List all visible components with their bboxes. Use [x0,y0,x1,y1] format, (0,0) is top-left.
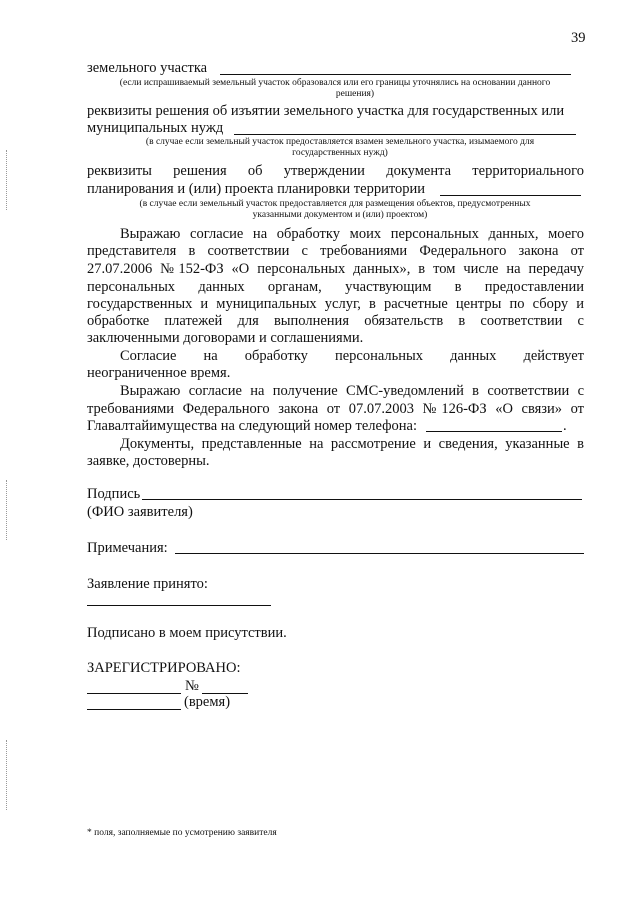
sms-end: . [563,418,567,434]
time-label: (время) [184,694,231,710]
planning-word: территориального [472,163,584,179]
planning-word: об [247,163,263,179]
scan-margin-dots [6,150,9,210]
number-sign: № [185,678,199,694]
accepted-signature-field[interactable] [87,605,271,606]
consent-line: персональных данных органам, участвующим в предоставлении [87,279,584,295]
signed-in-presence: Подписано в моем присутствии. [87,625,287,641]
footnote: * поля, заполняемые по усмотрению заявителя [87,828,277,838]
scan-margin-dots [6,480,9,540]
notes-label: Примечания: [87,540,168,556]
withdrawal-note: (в случае если земельный участок предоставляется взамен земельного участка, изымаемого для [145,137,535,147]
scan-margin-dots [6,740,9,810]
consent-line: заключенными договорами и соглашениями. [87,330,364,346]
withdrawal-label-cont: муниципальных нужд [87,120,224,136]
accepted-label: Заявление принято: [87,576,208,592]
sms-line: Главалтайимущества на следующий номер телефона: [87,418,417,434]
planning-word: утверждении [283,163,365,179]
withdrawal-label: реквизиты решения об изъятии земельного участка для государственных или [87,103,565,119]
land-plot-note-cont: решения) [335,89,375,99]
registration-time-field[interactable] [87,709,181,710]
consent-line: 27.07.2006 №152-ФЗ «О персональных данных», в том числе на передачу [87,261,584,277]
planning-label-cont: планирования и (или) проекта планировки территории [87,181,426,197]
land-plot-note: (если испрашиваемый земельный участок образовался или его границы уточнялись на основании данного [119,78,551,88]
consent-line: представителя в соответствии с требованиями Федерального закона от [87,243,584,259]
planning-word: реквизиты [87,163,152,179]
consent-line: Выражаю согласие на обработку моих персональных данных, моего [120,226,584,242]
fio-label: (ФИО заявителя) [87,504,193,520]
duration-line: неограниченное время. [87,365,231,381]
planning-note-cont: указанными документом и (или) проектом) [252,210,428,220]
notes-field[interactable] [175,553,584,554]
consent-line: обработке платежей для выполнения обязательств в соответствии с [87,313,584,329]
sms-line: требованиями Федерального закона от 07.07.2003 №126-ФЗ «О связи» от [87,401,584,417]
planning-word: документа [386,163,452,179]
registration-date-field[interactable] [87,693,181,694]
planning-field[interactable] [440,195,581,196]
consent-line: государственных и муниципальных услуг, в расчетные центры по сбору и [87,296,584,312]
page-number: 39 [571,30,586,46]
planning-note: (в случае если земельный участок предоставляется для размещения объектов, предусмотренных [139,199,531,209]
planning-label [87,163,584,180]
docs-line: Документы, представленные на рассмотрение и сведения, указанные в [120,436,584,452]
withdrawal-note-cont: государственных нужд) [292,148,388,158]
signature-label: Подпись [87,486,141,502]
signature-field[interactable] [142,499,582,500]
land-plot-field[interactable] [220,74,571,75]
registered-label: ЗАРЕГИСТРИРОВАНО: [87,660,241,676]
duration-line: Согласие на обработку персональных данных действует [120,348,584,364]
phone-number-field[interactable] [426,431,562,432]
land-plot-label: земельного участка [87,60,208,76]
sms-line: Выражаю согласие на получение СМС-уведомлений в соответствии с [120,383,584,399]
docs-line: заявке, достоверны. [87,453,210,469]
withdrawal-field[interactable] [234,134,576,135]
planning-word: решения [173,163,227,179]
